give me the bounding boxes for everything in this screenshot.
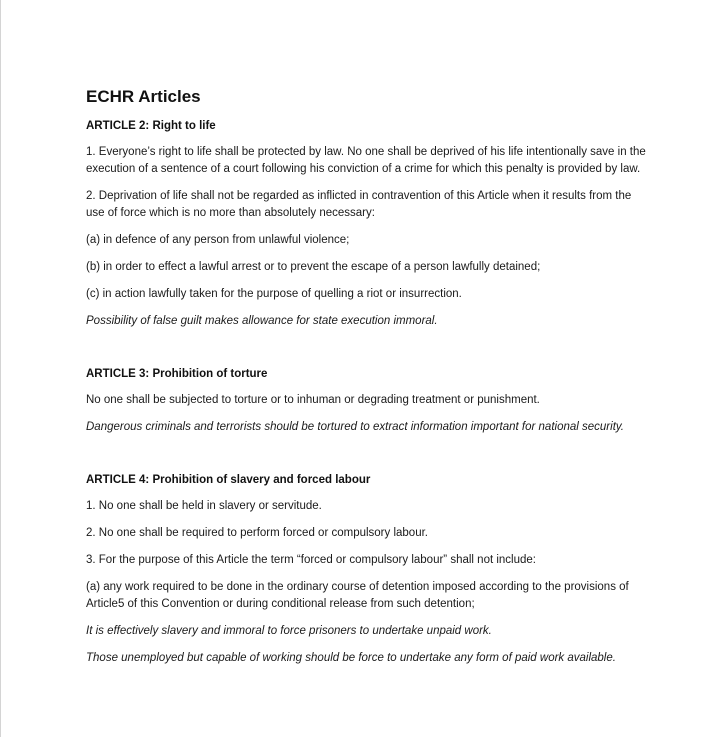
article-3-paragraph-1: No one shall be subjected to torture or to inhuman or degrading treatment or punishment. bbox=[86, 394, 540, 406]
article-3-heading: ARTICLE 3: Prohibition of torture bbox=[86, 368, 268, 380]
article-4-paragraph-1: 1. No one shall be held in slavery or servitude. bbox=[86, 500, 322, 512]
article-4-heading: ARTICLE 4: Prohibition of slavery and forced labour bbox=[86, 474, 371, 486]
article-3-section bbox=[86, 366, 646, 436]
document-title: ECHR Articles bbox=[86, 87, 201, 106]
article-2-paragraph-1: 1. Everyone’s right to life shall be protected by law. No one shall be deprived of his life intentionally save in the execution of a sentence of a court following his conviction of a crime for which this penalty is provided by law. bbox=[86, 146, 646, 175]
article-4-comment-1: It is effectively slavery and immoral to force prisoners to undertake unpaid work. bbox=[86, 625, 492, 637]
article-2-clause-b: (b) in order to effect a lawful arrest or to prevent the escape of a person lawfully detained; bbox=[86, 261, 541, 273]
article-3-comment: Dangerous criminals and terrorists should be tortured to extract information important for national security. bbox=[86, 421, 624, 433]
document-page bbox=[86, 86, 646, 677]
section-spacer bbox=[86, 340, 646, 366]
article-4-paragraph-3: 3. For the purpose of this Article the term “forced or compulsory labour” shall not include: bbox=[86, 554, 536, 566]
article-2-clause-a: (a) in defence of any person from unlawful violence; bbox=[86, 234, 350, 246]
article-2-clause-c: (c) in action lawfully taken for the purpose of quelling a riot or insurrection. bbox=[86, 288, 462, 300]
article-2-comment: Possibility of false guilt makes allowance for state execution immoral. bbox=[86, 315, 438, 327]
page-left-edge bbox=[0, 0, 1, 737]
article-4-section bbox=[86, 472, 646, 667]
article-2-section bbox=[86, 118, 646, 330]
section-spacer bbox=[86, 446, 646, 472]
article-2-paragraph-2: 2. Deprivation of life shall not be regarded as inflicted in contravention of this Article when it results from the use of force which is no more than absolutely necessary: bbox=[86, 190, 632, 219]
article-4-paragraph-2: 2. No one shall be required to perform forced or compulsory labour. bbox=[86, 527, 428, 539]
article-4-clause-a: (a) any work required to be done in the ordinary course of detention imposed according to the provisions of Article5 of this Convention or during conditional release from such detention; bbox=[86, 581, 629, 610]
article-4-comment-2: Those unemployed but capable of working should be force to undertake any form of paid work available. bbox=[86, 652, 616, 664]
article-2-heading: ARTICLE 2: Right to life bbox=[86, 120, 216, 132]
